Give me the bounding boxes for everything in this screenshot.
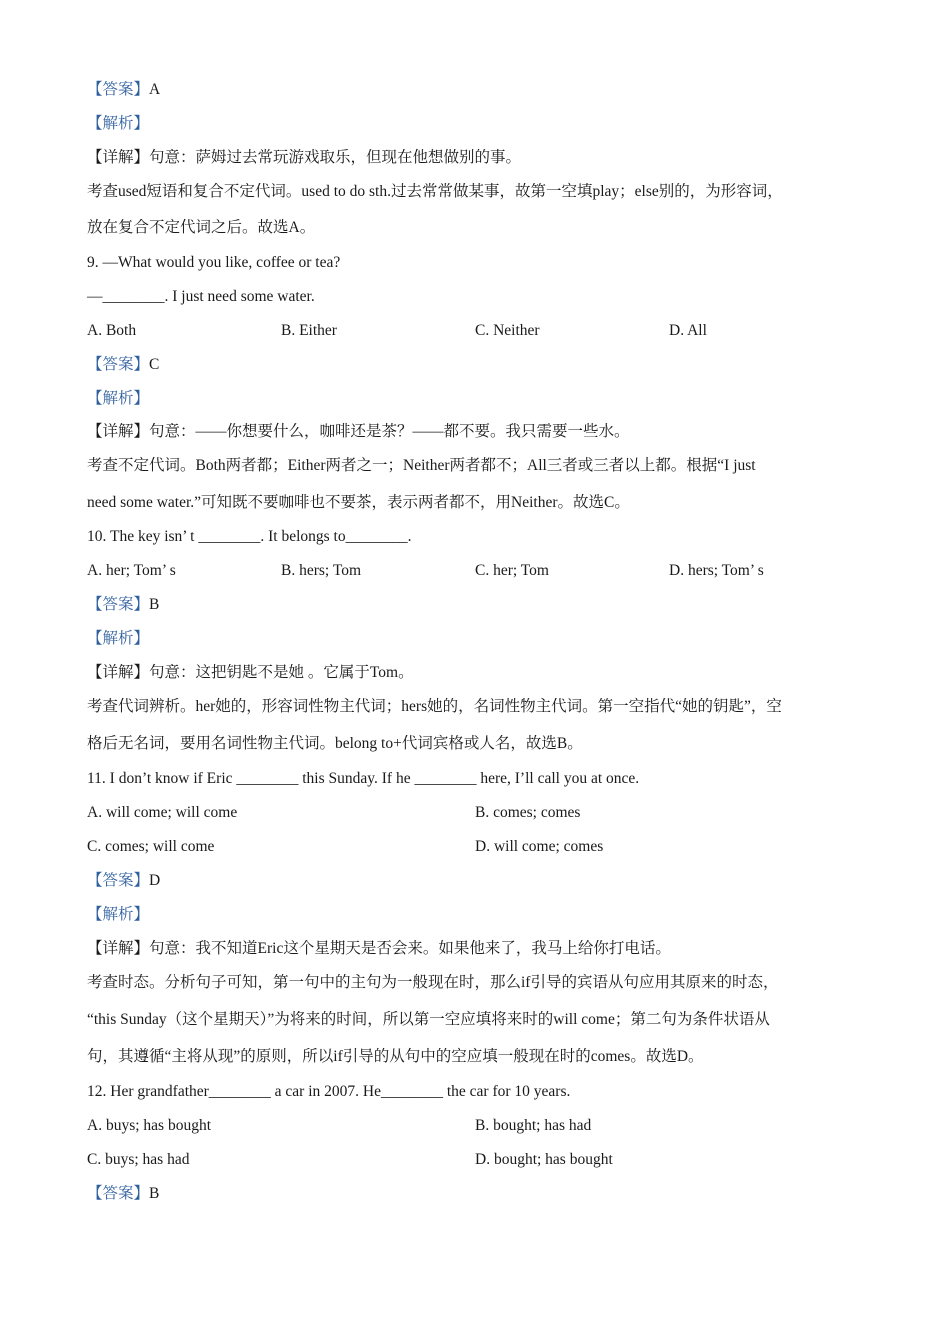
question-stem: 11. I don’t know if Eric ________ this Sunday. If he ________ here, I’ll call you at once. [87, 770, 640, 787]
detail-text: 句意：——你想要什么，咖啡还是茶？——都不要。我只需要一些水。 [149, 423, 630, 440]
explanation-line: 放在复合不定代词之后。故选A。 [87, 219, 316, 236]
detail-tag: 【详解】 [87, 149, 150, 166]
answer-tag: 【答案】 [87, 356, 150, 373]
explanation-line: 考查used短语和复合不定代词。used to do sth.过去常常做某事，故第一空填play；else别的，为形容词， [87, 183, 783, 200]
detail-text: 句意：这把钥匙不是她 。它属于Tom。 [149, 664, 414, 681]
detail-text: 句意：萨姆过去常玩游戏取乐，但现在他想做别的事。 [149, 149, 522, 166]
answer-line [87, 871, 867, 891]
option-b: B. hers; Tom [281, 562, 362, 579]
analysis-tag: 【解析】 [87, 115, 150, 132]
explanation-line: 考查不定代词。Both两者都；Either两者之一；Neither两者都不；All三者或三者以上都。根据“I just [87, 457, 756, 474]
answer-tag: 【答案】 [87, 872, 150, 889]
option-d: D. will come; comes [475, 838, 604, 855]
analysis-tag: 【解析】 [87, 390, 150, 407]
answer-line [87, 595, 867, 615]
option-d: D. bought; has bought [475, 1151, 613, 1168]
answer-value: B [149, 596, 160, 613]
question-stem: 9. —What would you like, coffee or tea? [87, 254, 341, 271]
option-c: C. her; Tom [475, 562, 549, 579]
option-a: A. Both [87, 322, 137, 339]
explanation-line: 考查时态。分析句子可知，第一句中的主句为一般现在时，那么if引导的宾语从句应用其原来的时态， [87, 974, 779, 991]
question-stem: 10. The key isn’ t ________. It belongs to________. [87, 528, 412, 545]
explanation-line: need some water.”可知既不要咖啡也不要茶，表示两者都不，用Neither。故选C。 [87, 494, 630, 511]
option-b: B. comes; comes [475, 804, 581, 821]
explanation-line: 考查代词辨析。her她的，形容词性物主代词；hers她的，名词性物主代词。第一空指代“她的钥匙”，空 [87, 698, 782, 715]
answer-tag: 【答案】 [87, 81, 150, 98]
detail-line [87, 148, 867, 168]
detail-line [87, 422, 867, 442]
option-c: C. comes; will come [87, 838, 215, 855]
answer-tag: 【答案】 [87, 596, 150, 613]
option-c: C. buys; has had [87, 1151, 190, 1168]
analysis-tag: 【解析】 [87, 906, 150, 923]
option-a: A. will come; will come [87, 804, 238, 821]
answer-value: A [149, 81, 161, 98]
answer-line [87, 355, 867, 375]
question-stem: —________. I just need some water. [87, 288, 315, 305]
answer-line [87, 80, 867, 100]
option-c: C. Neither [475, 322, 540, 339]
explanation-line: “this Sunday（这个星期天）”为将来的时间，所以第一空应填将来时的will come；第二句为条件状语从 [87, 1011, 770, 1028]
explanation-line: 格后无名词，要用名词性物主代词。belong to+代词宾格或人名，故选B。 [87, 735, 583, 752]
detail-line [87, 939, 867, 959]
explanation-line: 句，其遵循“主将从现”的原则，所以if引导的从句中的空应填一般现在时的comes。故选D。 [87, 1048, 704, 1065]
detail-tag: 【详解】 [87, 423, 150, 440]
option-a: A. buys; has bought [87, 1117, 211, 1134]
detail-line [87, 663, 867, 683]
detail-tag: 【详解】 [87, 940, 150, 957]
answer-line [87, 1184, 867, 1204]
detail-text: 句意：我不知道Eric这个星期天是否会来。如果他来了，我马上给你打电话。 [149, 940, 671, 957]
option-b: B. Either [281, 322, 337, 339]
detail-tag: 【详解】 [87, 664, 150, 681]
option-b: B. bought; has had [475, 1117, 592, 1134]
answer-tag: 【答案】 [87, 1185, 150, 1202]
option-a: A. her; Tom’ s [87, 562, 176, 579]
answer-value: B [149, 1185, 160, 1202]
option-d: D. All [669, 322, 707, 339]
answer-value: D [149, 872, 161, 889]
analysis-tag: 【解析】 [87, 630, 150, 647]
question-stem: 12. Her grandfather________ a car in 2007. He________ the car for 10 years. [87, 1083, 571, 1100]
answer-value: C [149, 356, 160, 373]
option-d: D. hers; Tom’ s [669, 562, 764, 579]
